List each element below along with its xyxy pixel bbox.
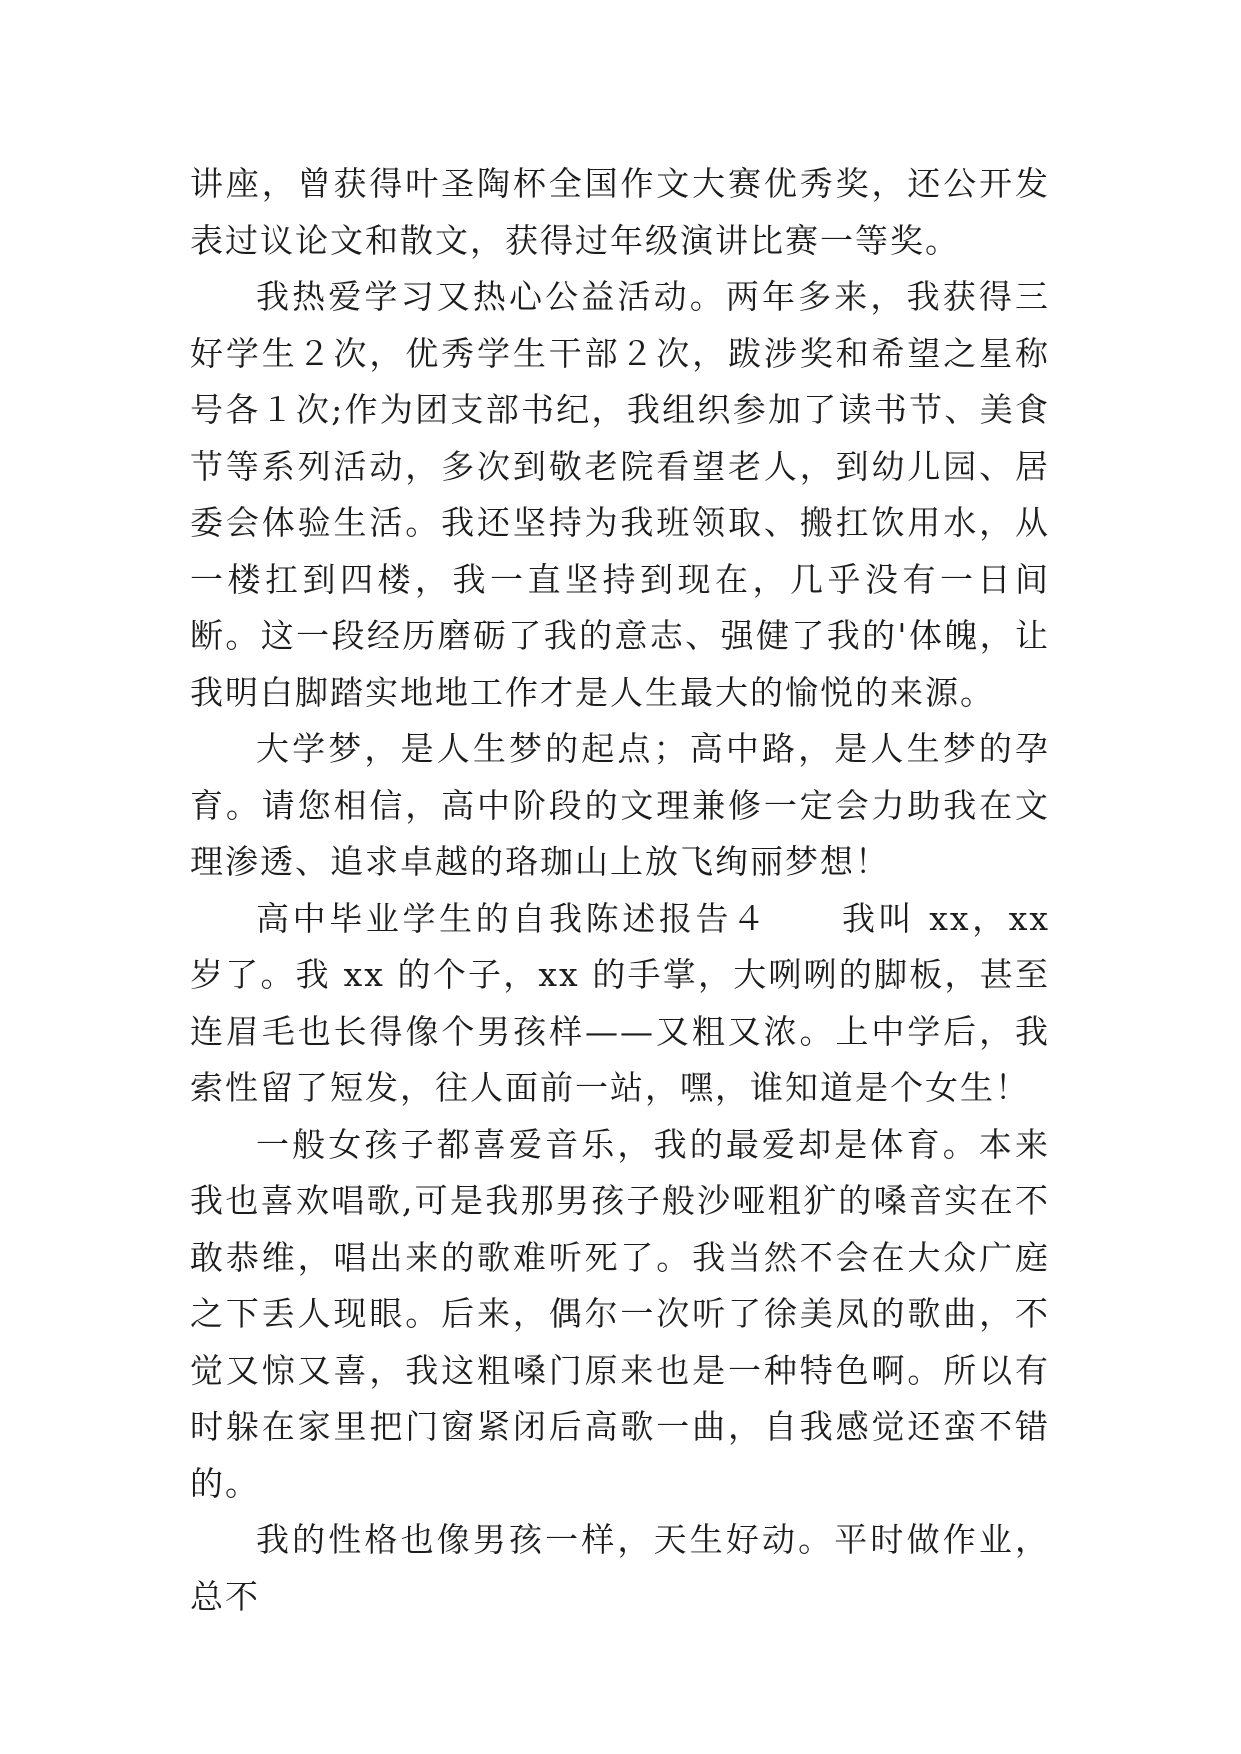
- paragraph-6: 我的性格也像男孩一样，天生好动。平时做作业，总不: [190, 1520, 1050, 1616]
- paragraph-4: 高中毕业学生的自我陈述报告４ 我叫 xx，xx 岁了。我 xx 的个子，xx 的手掌，大咧咧的脚板，甚至连眉毛也长得像个男孩样——又粗又浓。上中学后，我索性留了短发，往人面前一站，嘿，谁知道是个女生！: [190, 898, 1050, 1107]
- paragraph-5: 一般女孩子都喜爱音乐，我的最爱却是体育。本来我也喜欢唱歌,可是我那男孩子般沙哑粗犷的嗓音实在不敢恭维，唱出来的歌难听死了。我当然不会在大众广庭之下丢人现眼。后来，偶尔一次听了徐美凤的歌曲，不觉又惊又喜，我这粗嗓门原来也是一种特色啊。所以有时躲在家里把门窗紧闭后高歌一曲，自我感觉还蛮不错的。: [190, 1124, 1050, 1503]
- paragraph-3: 大学梦，是人生梦的起点；高中路，是人生梦的孕育。请您相信，高中阶段的文理兼修一定会力助我在文理渗透、追求卓越的珞珈山上放飞绚丽梦想！: [190, 729, 1050, 881]
- paragraph-2: 我热爱学习又热心公益活动。两年多来，我获得三好学生２次，优秀学生干部２次，跋涉奖和希望之星称号各１次;作为团支部书纪，我组织参加了读书节、美食节等系列活动，多次到敬老院看望老人，到幼儿园、居委会体验生活。我还坚持为我班领取、搬扛饮用水，从一楼扛到四楼，我一直坚持到现在，几乎没有一日间断。这一段经历磨砺了我的意志、强健了我的'体魄，让我明白脚踏实地地工作才是人生最大的愉悦的来源。: [190, 277, 1050, 712]
- paragraph-1: 讲座，曾获得叶圣陶杯全国作文大赛优秀奖，还公开发表过议论文和散文，获得过年级演讲比赛一等奖。: [190, 164, 1050, 260]
- document-body: [190, 156, 1050, 1625]
